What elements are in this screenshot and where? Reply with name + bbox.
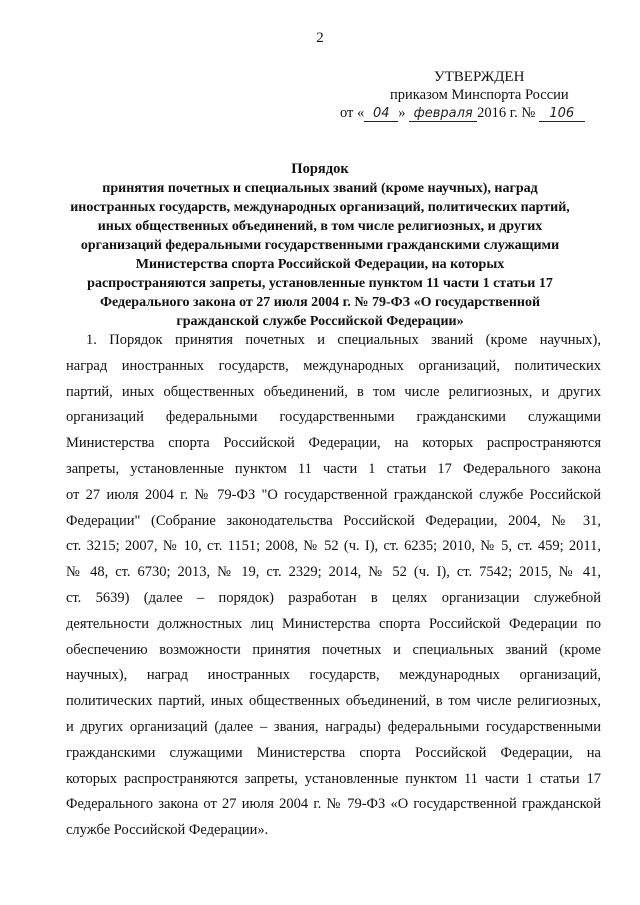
paragraph-line: научных), наград иностранных государств, международных организаций,: [66, 667, 601, 684]
approval-date-line: [340, 104, 610, 122]
heading-line: Министерства спорта Российской Федерации, на которых: [135, 257, 505, 272]
heading-title: Порядок: [291, 161, 349, 177]
paragraph-line: политических партий, иных общественных объединений, в том числе религиозных,: [66, 693, 601, 710]
heading-line: принятия почетных и специальных званий (кроме научных), наград: [102, 181, 538, 196]
paragraph-line: 1. Порядок принятия почетных и специальных званий (кроме научных),: [86, 332, 601, 348]
paragraph-line: и других организаций (далее – звания, награды) федеральными государственными: [66, 718, 601, 735]
heading-line: иностранных государств, международных организаций, политических партий,: [70, 200, 570, 215]
paragraph-line: гражданскими служащими Министерства спорта Российской Федерации, на: [66, 744, 601, 761]
paragraph-line: организаций федеральными государственными гражданскими служащими: [66, 409, 601, 426]
handwritten-day: 04: [364, 107, 398, 122]
heading-line: гражданской службе Российской Федерации»: [176, 314, 464, 329]
approval-order: приказом Минспорта России: [390, 87, 569, 103]
paragraph-line: от 27 июля 2004 г. № 79-ФЗ "О государственной гражданской службе Российской: [66, 486, 601, 503]
paragraph-line: ст. 5639) (далее – порядок) разработан в целях организации служебной: [66, 589, 601, 606]
paragraph-line: обеспечению возможности принятия почетных и специальных званий (кроме: [66, 641, 601, 658]
paragraph-line: запреты, установленные пунктом 11 части 1 статьи 17 Федерального закона: [66, 460, 601, 477]
paragraph-line: Министерства спорта Российской Федерации, на которых распространяются: [66, 435, 601, 452]
paragraph-1: [66, 328, 601, 844]
handwritten-month: февраля: [409, 107, 477, 122]
approval-title: УТВЕРЖДЕН: [434, 69, 525, 85]
paragraph-line: деятельности должностных лиц Министерства спорта Российской Федерации по: [66, 615, 601, 632]
heading-line: иных общественных объединений, в том числе религиозных, и других: [97, 219, 543, 234]
paragraph-line: наград иностранных государств, международных организаций, политических: [66, 357, 601, 374]
page-number: 2: [316, 30, 324, 46]
paragraph-line: службе Российской Федерации».: [66, 822, 269, 839]
date-prefix: от «: [340, 105, 365, 121]
paragraph-line: Федерального закона от 27 июля 2004 г. № 79-ФЗ «О государственной гражданской: [66, 796, 601, 813]
paragraph-line: ст. 3215; 2007, № 10, ст. 1151; 2008, № 52 (ч. I), ст. 6235; 2010, № 5, ст. 459; 2011,: [66, 538, 601, 555]
paragraph-line: которых распространяются запреты, установленные пунктом 11 части 1 статьи 17: [66, 770, 601, 787]
date-year: 2016 г. №: [477, 105, 536, 121]
paragraph-line: № 48, ст. 6730; 2013, № 19, ст. 2329; 2014, № 52 (ч. I), ст. 7542; 2015, № 41,: [66, 564, 601, 581]
paragraph-line: партий, иных общественных объединений, в том числе религиозных, и других: [66, 383, 601, 400]
approval-block: [340, 68, 610, 122]
document-heading: [30, 160, 610, 331]
heading-line: организаций федеральными государственными гражданскими служащими: [80, 238, 560, 253]
paragraph-line: Федерации" (Собрание законодательства Российской Федерации, 2004, № 31,: [66, 512, 601, 529]
date-mid: »: [398, 105, 406, 121]
heading-line: Федерального закона от 27 июля 2004 г. № 79-ФЗ «О государственной: [99, 295, 541, 310]
heading-line: распространяются запреты, установленные пунктом 11 части 1 статьи 17: [87, 276, 553, 291]
handwritten-order-number: 106: [539, 107, 585, 122]
